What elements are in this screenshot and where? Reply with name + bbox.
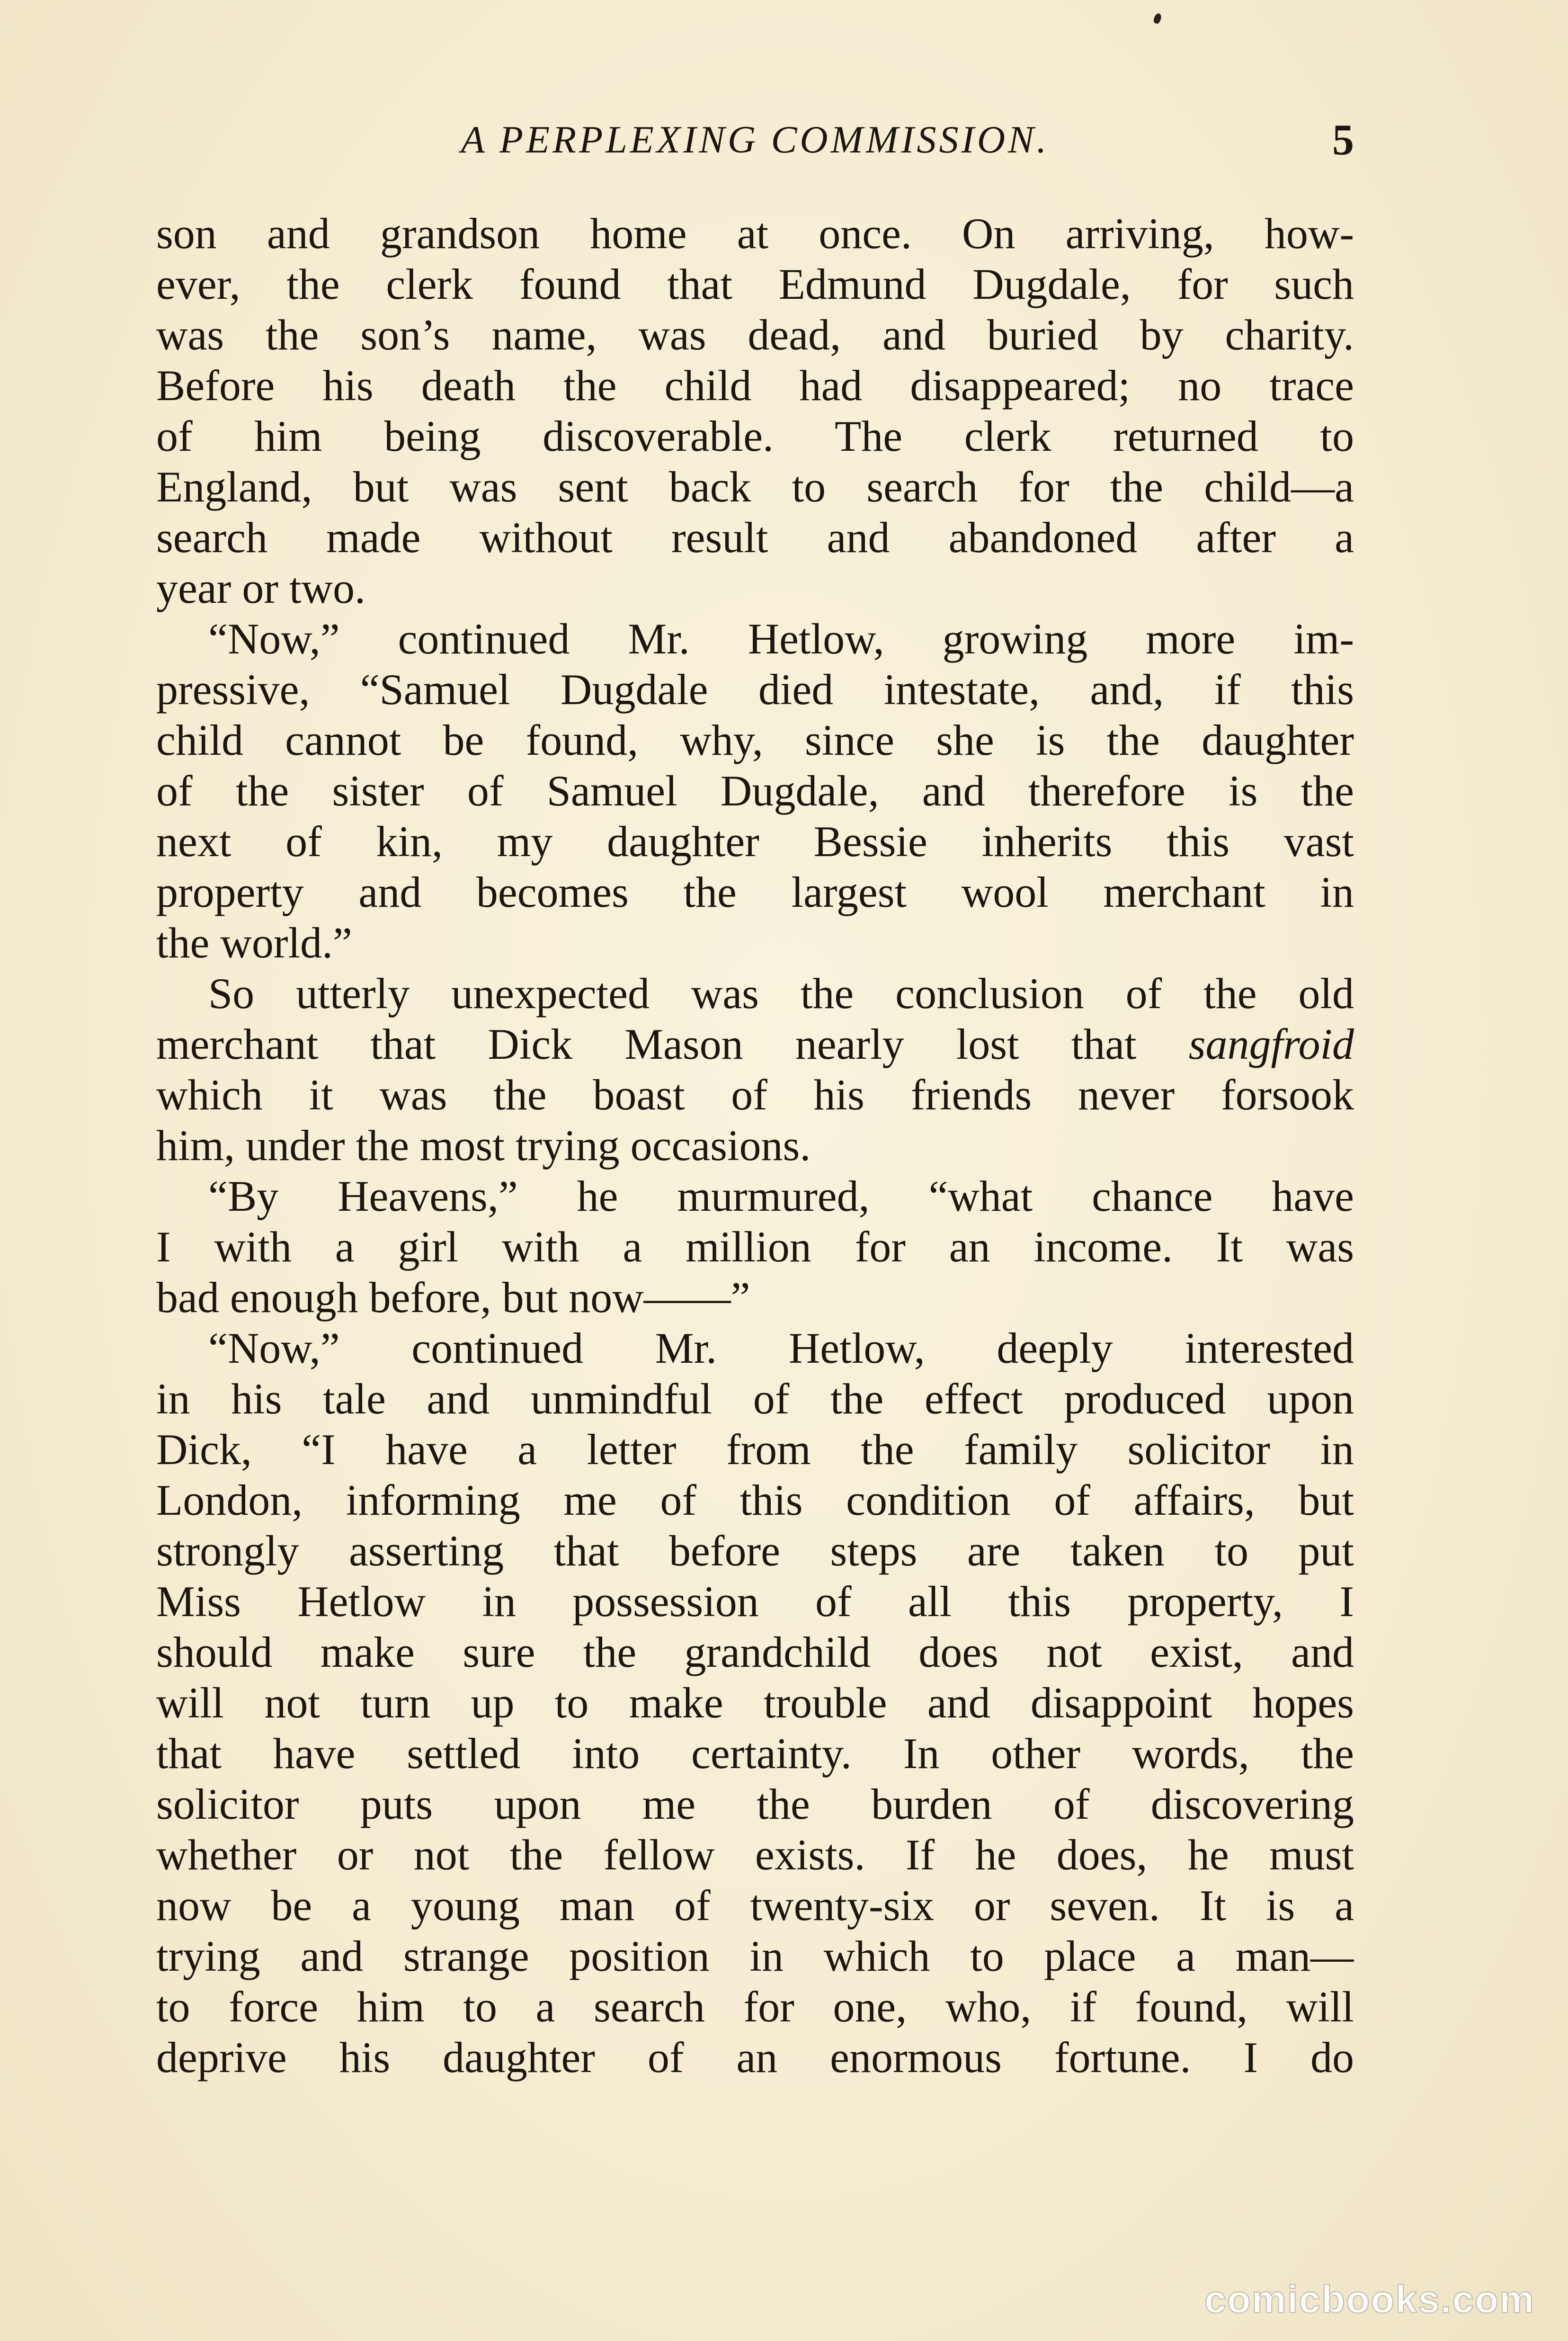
text-line-content: that have settled into certainty. In other words, the	[156, 1729, 1354, 1778]
text-line-content: search made without result and abandoned after a	[156, 513, 1354, 562]
text-line	[156, 614, 1354, 664]
text-line	[156, 360, 1354, 411]
text-line-content: deprive his daughter of an enormous fortune. I do	[156, 2033, 1354, 2082]
text-line-content: to force him to a search for one, who, if found, will	[156, 1983, 1354, 2031]
text-line	[156, 1678, 1354, 1728]
text-line-content: bad enough before, but now——”	[156, 1273, 750, 1322]
text-line-content: whether or not the fellow exists. If he does, he must	[156, 1831, 1354, 1879]
text-line	[156, 1323, 1354, 1374]
text-line-content: pressive, “Samuel Dugdale died intestate, and, if this	[156, 665, 1354, 714]
text-line-content: “Now,” continued Mr. Hetlow, deeply interested	[208, 1324, 1354, 1372]
text-line	[156, 2032, 1354, 2083]
text-line	[156, 1526, 1354, 1576]
italic-word: sangfroid	[1188, 1020, 1354, 1068]
text-line	[156, 1779, 1354, 1830]
text-line	[156, 512, 1354, 563]
text-line	[156, 968, 1354, 1019]
text-line	[156, 1880, 1354, 1931]
text-line	[156, 462, 1354, 512]
text-line-content: next of kin, my daughter Bessie inherits this vast	[156, 817, 1354, 866]
text-line	[156, 1019, 1354, 1070]
text-line-content: trying and strange position in which to place a man—	[156, 1932, 1354, 1980]
page-number: 5	[1332, 116, 1354, 164]
text-line	[156, 715, 1354, 766]
text-line-content: the world.”	[156, 919, 352, 967]
text-line	[156, 1171, 1354, 1222]
text-line-content: property and becomes the largest wool merchant in	[156, 868, 1354, 916]
running-head: A PERPLEXING COMMISSION.	[461, 118, 1050, 161]
text-line-content: now be a young man of twenty-six or seven. It is a	[156, 1881, 1354, 1930]
text-line	[156, 259, 1354, 310]
text-line	[156, 1576, 1354, 1627]
text-line-content: will not turn up to make trouble and disappoint hopes	[156, 1679, 1354, 1727]
text-line	[156, 1627, 1354, 1678]
text-line-content: “By Heavens,” he murmured, “what chance have	[208, 1172, 1354, 1220]
text-line	[156, 1374, 1354, 1424]
text-line	[156, 867, 1354, 918]
text-line	[156, 1272, 1354, 1323]
text-line-content: which it was the boast of his friends never forsook	[156, 1071, 1354, 1119]
text-line	[156, 563, 1354, 614]
text-line	[156, 1982, 1354, 2032]
text-line-content: I with a girl with a million for an income. It was	[156, 1223, 1354, 1271]
text-line-content: Dick, “I have a letter from the family solicitor in	[156, 1425, 1354, 1474]
watermark: comicbooks.com	[1204, 2278, 1535, 2321]
text-line-content: of him being discoverable. The clerk returned to	[156, 412, 1354, 460]
text-line-content: of the sister of Samuel Dugdale, and therefore is the	[156, 767, 1354, 815]
text-line	[156, 208, 1354, 259]
text-line-content: solicitor puts upon me the burden of discovering	[156, 1780, 1354, 1828]
text-line-content: So utterly unexpected was the conclusion of the old	[208, 969, 1354, 1018]
text-line-content: England, but was sent back to search for the child—a	[156, 463, 1354, 511]
text-line-content: ever, the clerk found that Edmund Dugdale, for such	[156, 260, 1354, 308]
page-header	[156, 114, 1354, 166]
text-line-content: him, under the most trying occasions.	[156, 1121, 811, 1170]
body-text	[156, 208, 1354, 2083]
text-line-content: merchant that Dick Mason nearly lost that	[156, 1020, 1137, 1068]
text-line	[156, 1931, 1354, 1982]
ink-speck	[1153, 12, 1163, 24]
text-line	[156, 664, 1354, 715]
text-line	[156, 766, 1354, 816]
text-line-content: should make sure the grandchild does not exist, and	[156, 1628, 1354, 1676]
text-line-content: son and grandson home at once. On arriving, how-	[156, 209, 1354, 258]
text-line-content: in his tale and unmindful of the effect produced upon	[156, 1375, 1354, 1423]
text-line	[156, 1120, 1354, 1171]
text-line	[156, 1222, 1354, 1272]
text-line	[156, 1728, 1354, 1779]
text-line	[156, 1070, 1354, 1120]
text-line-content: Before his death the child had disappeared; no trace	[156, 361, 1354, 410]
text-line-content: child cannot be found, why, since she is the daughter	[156, 716, 1354, 764]
text-line	[156, 1475, 1354, 1526]
text-line-content: “Now,” continued Mr. Hetlow, growing more im-	[208, 615, 1354, 663]
text-line	[156, 1830, 1354, 1880]
text-line	[156, 918, 1354, 968]
text-line	[156, 1424, 1354, 1475]
text-line	[156, 310, 1354, 360]
text-line-content: London, informing me of this condition of affairs, but	[156, 1476, 1354, 1524]
text-line	[156, 411, 1354, 462]
text-line-content: year or two.	[156, 564, 365, 612]
text-line-content: strongly asserting that before steps are taken to put	[156, 1527, 1354, 1575]
text-line-content: Miss Hetlow in possession of all this property, I	[156, 1577, 1354, 1626]
text-line	[156, 816, 1354, 867]
text-line-content: was the son’s name, was dead, and buried by charity.	[156, 311, 1354, 359]
